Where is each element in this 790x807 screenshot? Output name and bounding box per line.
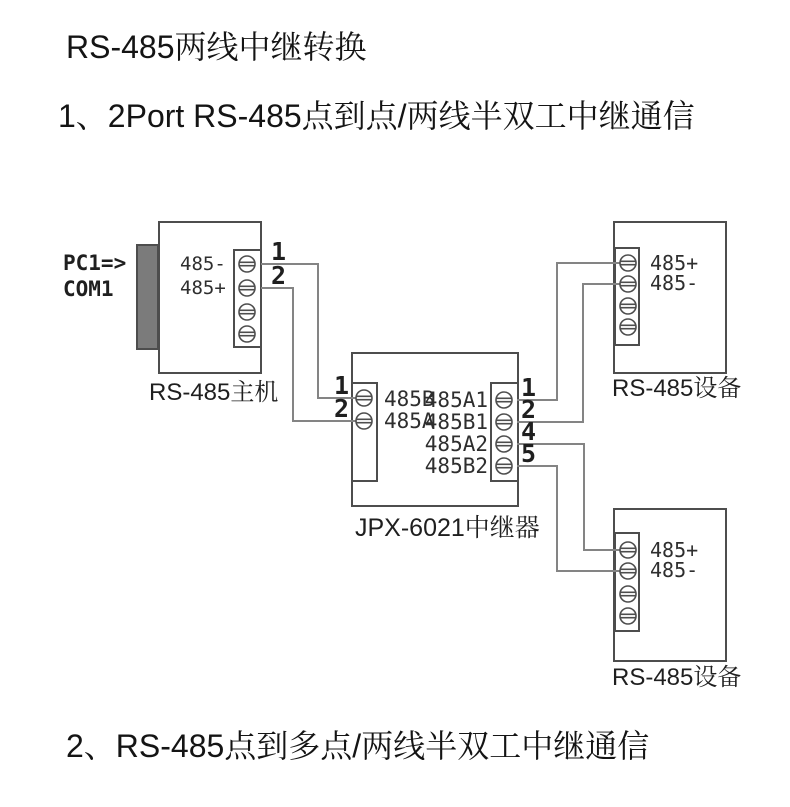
- repeater-right-wire-number-2: 2: [521, 395, 537, 424]
- host-wire-number-1: 1: [271, 237, 287, 266]
- device-bottom-pin-485-minus: 485-: [650, 558, 699, 582]
- screw-icon: [620, 586, 636, 602]
- screw-icon: [496, 414, 512, 430]
- host-pin-485-plus: 485+: [180, 277, 226, 299]
- screw-icon: [356, 413, 372, 429]
- screw-icon: [620, 255, 636, 271]
- device-top-pin-485-minus: 485-: [650, 271, 699, 295]
- repeater-left-wire-number-2: 2: [334, 394, 350, 423]
- pc-com-connector: [137, 245, 158, 349]
- screw-icon: [239, 304, 255, 320]
- page-title: RS-485两线中继转换: [66, 29, 367, 65]
- repeater-right-wire-number-5: 5: [521, 439, 537, 468]
- screw-icon: [239, 256, 255, 272]
- device-bottom-caption: RS-485设备: [612, 664, 742, 691]
- screw-icon: [620, 319, 636, 335]
- section-2-heading: 2、RS-485点到多点/两线半双工中继通信: [66, 728, 650, 764]
- screw-icon: [620, 542, 636, 558]
- screw-icon: [239, 280, 255, 296]
- screw-icon: [620, 563, 636, 579]
- repeater-right-wire-number-1: 1: [521, 373, 537, 402]
- repeater-pin-485a1: 485A1: [424, 388, 488, 412]
- screw-icon: [620, 276, 636, 292]
- device-bottom-pin-485-plus: 485+: [650, 538, 699, 562]
- device-top-pin-485-plus: 485+: [650, 251, 699, 275]
- screw-icon: [496, 436, 512, 452]
- repeater-right-wire-number-4: 4: [521, 417, 537, 446]
- repeater-pin-485b2: 485B2: [424, 454, 488, 478]
- screw-icon: [496, 392, 512, 408]
- host-pin-485-minus: 485-: [180, 253, 226, 275]
- repeater-left-wire-number-1: 1: [334, 371, 350, 400]
- host-caption: RS-485主机: [149, 379, 279, 406]
- host-wire-number-2: 2: [271, 261, 287, 290]
- screw-icon: [239, 326, 255, 342]
- pc-port-label-line2: COM1: [63, 277, 114, 301]
- section-1-heading: 1、2Port RS-485点到点/两线半双工中继通信: [58, 98, 695, 134]
- repeater-pin-485a: 485A: [384, 409, 435, 433]
- repeater-pin-485a2: 485A2: [424, 432, 488, 456]
- repeater-pin-485b1: 485B1: [424, 410, 488, 434]
- screw-icon: [620, 608, 636, 624]
- repeater-caption: JPX-6021中继器: [355, 514, 540, 542]
- screw-icon: [356, 390, 372, 406]
- pc-port-label-line1: PC1=>: [63, 251, 127, 275]
- screw-icon: [496, 458, 512, 474]
- device-top-caption: RS-485设备: [612, 375, 742, 402]
- repeater-pin-485b: 485B: [384, 387, 435, 411]
- screw-icon: [620, 298, 636, 314]
